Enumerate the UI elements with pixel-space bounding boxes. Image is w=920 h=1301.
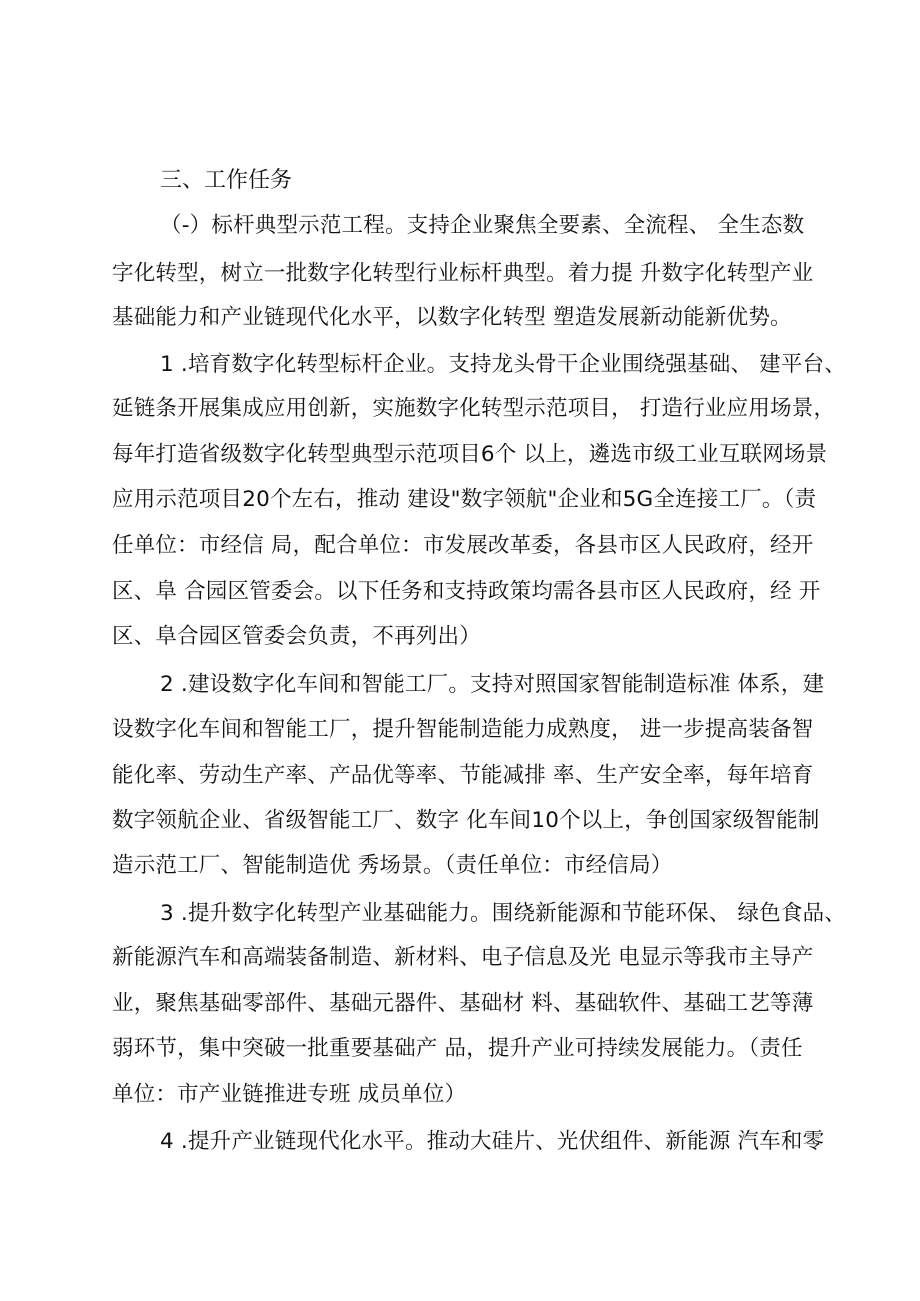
paragraph-line: 单位：市产业链推进专班 成员单位） bbox=[112, 1082, 467, 1107]
paragraph-line: 新能源汽车和高端装备制造、新材料、电子信息及光 电显示等我市主导产 bbox=[112, 945, 814, 970]
section-heading: 三、工作任务 bbox=[160, 168, 293, 193]
paragraph-line: 每年打造省级数字化转型典型示范项目6个 以上，遴选市级工业互联网场景 bbox=[112, 442, 828, 467]
paragraph-line: 4 .提升产业链现代化水平。推动大硅片、光伏组件、新能源 汽车和零 bbox=[160, 1129, 825, 1154]
paragraph-line: 应用示范项目20个左右，推动 建设"数字领航"企业和5G全连接工厂。（责 bbox=[112, 487, 817, 512]
paragraph-line: 字化转型，树立一批数字化转型行业标杆典型。着力提 升数字化转型产业 bbox=[112, 261, 814, 286]
paragraph-line: 基础能力和产业链现代化水平，以数字化转型 塑造发展新动能新优势。 bbox=[112, 305, 792, 330]
paragraph-line: 数字领航企业、省级智能工厂、数字 化车间10个以上，争创国家级智能制 bbox=[112, 808, 820, 833]
paragraph-line: 设数字化车间和智能工厂，提升智能制造能力成熟度， 进一步提高装备智 bbox=[112, 717, 814, 742]
paragraph-line: 延链条开展集成应用创新，实施数字化转型示范项目， 打造行业应用场景， bbox=[112, 396, 836, 421]
paragraph-line: 弱环节，集中突破一批重要基础产 品，提升产业可持续发展能力。（责任 bbox=[112, 1036, 803, 1061]
paragraph-line: 区、阜 合园区管委会。以下任务和支持政策均需各县市区人民政府，经 开 bbox=[112, 579, 821, 604]
paragraph-line: 2 .建设数字化车间和智能工厂。支持对照国家智能制造标准 体系，建 bbox=[160, 672, 825, 697]
paragraph-line: 业，聚焦基础零部件、基础元器件、基础材 料、基础软件、基础工艺等薄 bbox=[112, 991, 814, 1016]
paragraph-line: 造示范工厂、智能制造优 秀场景。（责任单位：市经信局） bbox=[112, 853, 673, 878]
paragraph-line: （-）标杆典型示范工程。支持企业聚焦全要素、全流程、 全生态数 bbox=[160, 213, 805, 238]
paragraph-line: 3 .提升数字化转型产业基础能力。围绕新能源和节能环保、 绿色食品、 bbox=[160, 901, 846, 926]
paragraph-line: 区、阜合园区管委会负责，不再列出） bbox=[112, 624, 481, 649]
paragraph-line: 1 .培育数字化转型标杆企业。支持龙头骨干企业围绕强基础、 建平台、 bbox=[160, 352, 846, 377]
paragraph-line: 能化率、劳动生产率、产品优等率、节能减排 率、生产安全率，每年培育 bbox=[112, 763, 814, 788]
paragraph-line: 任单位：市经信 局，配合单位：市发展改革委，各县市区人民政府，经开 bbox=[112, 533, 814, 558]
